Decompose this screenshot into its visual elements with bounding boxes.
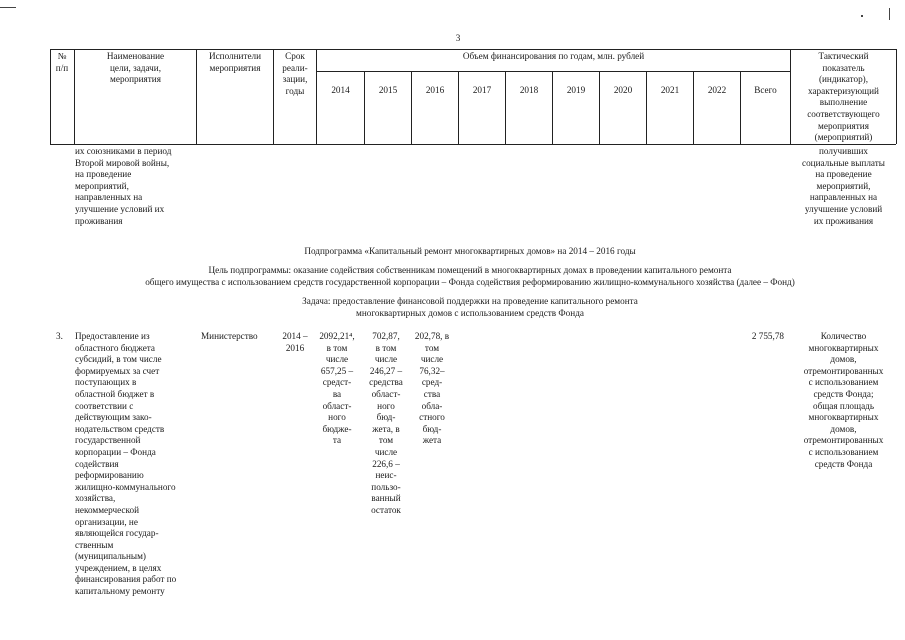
header-num: № п/п — [55, 51, 69, 73]
subprogram-task-line2: многоквартирных домов с использованием средств Фонда — [356, 308, 584, 318]
header-year-2017: 2017 — [472, 85, 492, 95]
header-year-2014: 2014 — [331, 85, 350, 95]
financing-2016: 202,78, в том числе 76,32– сред- ства обла- стного бюд- жета — [414, 331, 450, 446]
header-year-2021: 2021 — [660, 85, 680, 95]
financing-2015: 702,87, в том числе 246,27 – средства област- ного бюд- жета, в том числе 226,6 – неис- пользо- ванный остаток — [369, 331, 403, 515]
header-indicator: Тактический показатель (индикатор), характеризующий выполнение соответствующего мероприятия (мероприятий) — [807, 51, 880, 143]
continuation-indicator: получивших социальные выплаты на проведение мероприятий, направленных на улучшение условий их проживания — [802, 146, 885, 226]
term: 2014 – 2016 — [282, 331, 308, 353]
financing-2014: 2092,21⁴, в том числе 657,25 – средст- ва област- ного бюдже- та — [319, 331, 355, 446]
executor: Министерство — [201, 331, 258, 341]
indicator: Количество многоквартирных домов, отремонтированных с использованием средств Фонда; общая площадь многоквартирных домов, отремонтированных с использованием средств Фонда — [803, 331, 884, 469]
header-term: Срок реали- зации, годы — [282, 51, 308, 96]
header-year-2016: 2016 — [425, 85, 445, 95]
scan-mark — [0, 7, 16, 8]
scan-mark — [861, 15, 863, 17]
subprogram-task-line1: Задача: предоставление финансовой поддержки на проведение капитального ремонта — [302, 296, 638, 306]
measure-name: Предоставление из областного бюджета субсидий, в том числе формируемых за счет поступающих в областной бюджет в соответствии с действующим зако- нодательством средств государственной корпорации – Фонда содействия реформированию жилищно-коммунального хозяйства, некоммерческой организации, не являющейся государ- ственным (муниципальным) учреждением, в целях финансирования работ по капитальному ремонту — [75, 331, 177, 597]
continuation-name: их союзниками в период Второй мировой войны, на проведение мероприятий, направленных на улучшение условий их проживания — [75, 146, 172, 226]
page-number: 3 — [455, 33, 461, 43]
row-number: 3. — [56, 331, 63, 341]
financing-total: 2 755,78 — [751, 331, 784, 341]
header-year-2015: 2015 — [378, 85, 398, 95]
header-financing: Объем финансирования по годам, млн. рублей — [462, 51, 645, 61]
header-name: Наименование цели, задачи, мероприятия — [106, 51, 165, 85]
header-year-2022: 2022 — [707, 85, 727, 95]
header-executors: Исполнители мероприятия — [208, 51, 262, 73]
subprogram-title: Подпрограмма «Капитальный ремонт многоквартирных домов» на 2014 – 2016 годы — [304, 246, 636, 256]
header-total: Всего — [754, 85, 777, 95]
subprogram-goal-line1: Цель подпрограммы: оказание содействия собственникам помещений в многоквартирных домах в проведении капитального ремонта — [208, 265, 732, 275]
subprogram-goal-line2: общего имущества с использованием средств государственной корпорации – Фонда содействия реформированию жилищно-коммунального хозяйства (далее – Фонд) — [145, 277, 795, 287]
header-year-2018: 2018 — [519, 85, 539, 95]
header-year-2020: 2020 — [613, 85, 633, 95]
header-year-2019: 2019 — [566, 85, 586, 95]
scan-mark — [889, 8, 890, 20]
